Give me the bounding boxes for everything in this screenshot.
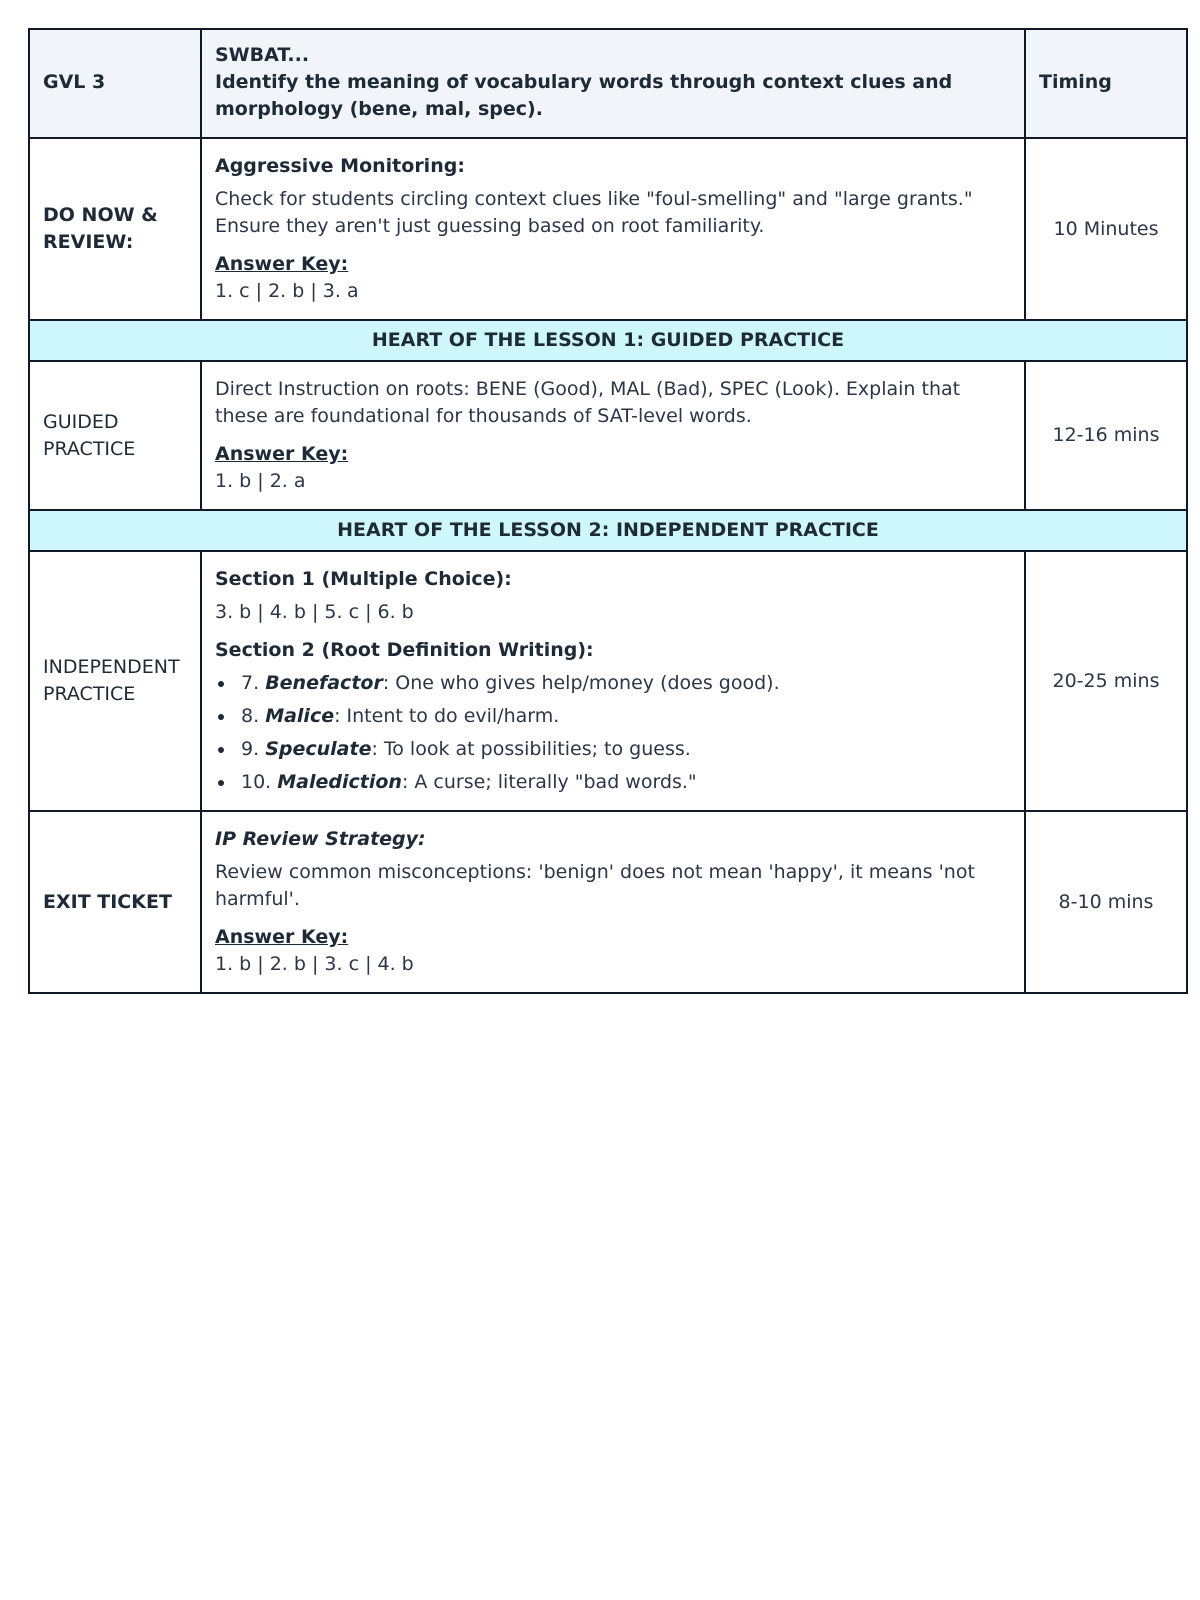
item-number: 7. bbox=[241, 672, 260, 694]
exit-answer-key-label: Answer Key: bbox=[215, 926, 349, 948]
exit-answer-key: 1. b | 2. b | 3. c | 4. b bbox=[215, 953, 414, 975]
exit-time: 8-10 mins bbox=[1025, 811, 1187, 993]
item-term: Malice bbox=[265, 705, 335, 727]
exit-row bbox=[29, 811, 1187, 993]
item-term: Benefactor bbox=[265, 672, 383, 694]
guided-text: Direct Instruction on roots: BENE (Good), MAL (Bad), SPEC (Look). Explain that these are foundational for thousands of SAT-level words. bbox=[215, 378, 961, 427]
list-item bbox=[215, 769, 1011, 796]
item-number: 8. bbox=[241, 705, 260, 727]
do-now-content bbox=[201, 138, 1025, 320]
list-item bbox=[215, 736, 1011, 763]
header-label: GVL 3 bbox=[29, 29, 201, 138]
independent-content bbox=[201, 551, 1025, 811]
section2-heading: Section 2 (Root Definition Writing): bbox=[215, 639, 594, 661]
guided-label: GUIDED PRACTICE bbox=[29, 361, 201, 510]
list-item bbox=[215, 703, 1011, 730]
item-number: 10. bbox=[241, 771, 272, 793]
do-now-answer-key: 1. c | 2. b | 3. a bbox=[215, 280, 359, 302]
exit-heading: IP Review Strategy: bbox=[215, 828, 426, 850]
independent-time: 20-25 mins bbox=[1025, 551, 1187, 811]
item-definition: : A curse; literally "bad words." bbox=[401, 771, 697, 793]
do-now-heading: Aggressive Monitoring: bbox=[215, 155, 465, 177]
guided-row bbox=[29, 361, 1187, 510]
exit-text: Review common misconceptions: 'benign' does not mean 'happy', it means 'not harmful'. bbox=[215, 861, 975, 910]
objective-text: Identify the meaning of vocabulary words through context clues and morphology (bene, mal, spec). bbox=[215, 71, 953, 120]
section1-heading: Section 1 (Multiple Choice): bbox=[215, 568, 512, 590]
independent-label: INDEPENDENT PRACTICE bbox=[29, 551, 201, 811]
item-definition: : To look at possibilities; to guess. bbox=[371, 738, 691, 760]
exit-content bbox=[201, 811, 1025, 993]
timing-header: Timing bbox=[1025, 29, 1187, 138]
guided-answer-key: 1. b | 2. a bbox=[215, 470, 306, 492]
list-item bbox=[215, 670, 1011, 697]
do-now-row bbox=[29, 138, 1187, 320]
item-term: Malediction bbox=[277, 771, 402, 793]
guided-answer-key-label: Answer Key: bbox=[215, 443, 349, 465]
do-now-text: Check for students circling context clues like "foul-smelling" and "large grants." Ensure they aren't just guessing based on root familiarity. bbox=[215, 188, 973, 237]
definition-list bbox=[215, 670, 1011, 796]
do-now-time: 10 Minutes bbox=[1025, 138, 1187, 320]
do-now-answer-key-label: Answer Key: bbox=[215, 253, 349, 275]
swbat-label: SWBAT... bbox=[215, 44, 310, 66]
banner-row-1 bbox=[29, 320, 1187, 361]
exit-label: EXIT TICKET bbox=[29, 811, 201, 993]
guided-content bbox=[201, 361, 1025, 510]
banner-independent-practice: HEART OF THE LESSON 2: INDEPENDENT PRACTICE bbox=[29, 510, 1187, 551]
item-definition: : One who gives help/money (does good). bbox=[382, 672, 780, 694]
banner-row-2 bbox=[29, 510, 1187, 551]
header-row bbox=[29, 29, 1187, 138]
objective-cell bbox=[201, 29, 1025, 138]
item-term: Speculate bbox=[265, 738, 372, 760]
banner-guided-practice: HEART OF THE LESSON 1: GUIDED PRACTICE bbox=[29, 320, 1187, 361]
section1-answers: 3. b | 4. b | 5. c | 6. b bbox=[215, 601, 414, 623]
do-now-label: DO NOW & REVIEW: bbox=[29, 138, 201, 320]
item-number: 9. bbox=[241, 738, 260, 760]
guided-time: 12-16 mins bbox=[1025, 361, 1187, 510]
lesson-plan-table bbox=[28, 28, 1188, 994]
independent-row bbox=[29, 551, 1187, 811]
item-definition: : Intent to do evil/harm. bbox=[334, 705, 560, 727]
